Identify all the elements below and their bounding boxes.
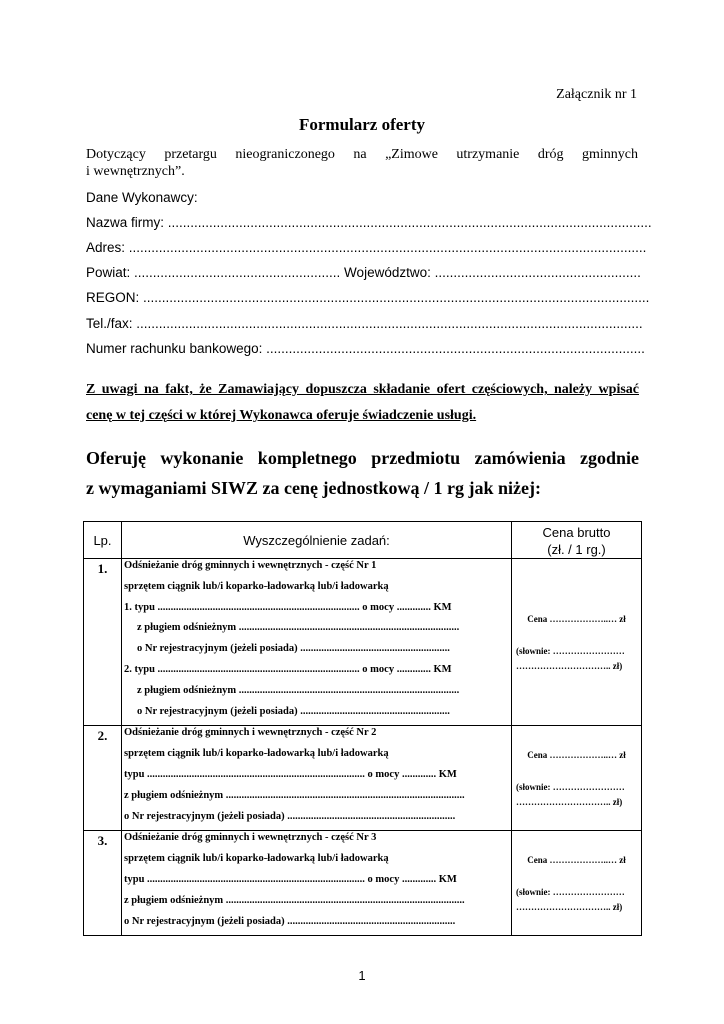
vehicle-type-field[interactable]: typu ................................................................................... o mocy ............. KM bbox=[124, 873, 457, 885]
table-row bbox=[84, 559, 642, 726]
intro-line-2: i wewnętrznych”. bbox=[86, 164, 185, 179]
header-price-line-2: (zł. / 1 rg.) bbox=[547, 542, 606, 557]
price-in-words-field[interactable]: (słownie: …………………… bbox=[516, 886, 625, 897]
registration-field[interactable]: o Nr rejestracyjnym (jeżeli posiada) ......................................................... bbox=[137, 705, 450, 717]
header-price-line-1: Cena brutto bbox=[542, 525, 611, 540]
regon-field[interactable]: REGON: ....................................................................................................................................... bbox=[86, 290, 650, 305]
contractor-heading: Dane Wykonawcy: bbox=[86, 190, 198, 205]
registration-field[interactable]: o Nr rejestracyjnym (jeżeli posiada) ......................................................... bbox=[137, 643, 450, 655]
row-number: 2. bbox=[84, 726, 122, 831]
plough-field[interactable]: z pługiem odśnieżnym .................................................................................... bbox=[137, 622, 460, 634]
registration-field[interactable]: o Nr rejestracyjnym (jeżeli posiada) ................................................................ bbox=[124, 810, 456, 822]
task-line: sprzętem ciągnik lub/i koparko-ładowarką lub/i ładowarką bbox=[124, 853, 389, 865]
table-row bbox=[84, 726, 642, 831]
task-line: sprzętem ciągnik lub/i koparko-ładowarką lub/i ładowarką bbox=[124, 580, 389, 592]
vehicle-type-field[interactable]: typu ................................................................................... o mocy ............. KM bbox=[124, 768, 457, 780]
district-province-field[interactable]: Powiat: ....................................................... Województwo: ....................................................... bbox=[86, 265, 641, 280]
vehicle-type-field[interactable]: 1. typu ............................................................................. o mocy ............. KM bbox=[124, 601, 452, 613]
bank-account-field[interactable]: Numer rachunku bankowego: ..................................................................................................... bbox=[86, 341, 645, 356]
company-name-field[interactable]: Nazwa firmy: ................................................................................................................................. bbox=[86, 215, 652, 230]
price-cell[interactable] bbox=[512, 831, 642, 936]
phone-fax-field[interactable]: Tel./fax: ....................................................................................................................................... bbox=[86, 316, 643, 331]
offer-statement-line-2: z wymaganiami SIWZ za cenę jednostkową / 1 rg jak niżej: bbox=[86, 478, 541, 498]
price-field[interactable]: Cena ………………..… zł bbox=[527, 749, 626, 760]
header-price bbox=[512, 522, 642, 559]
header-description: Wyszczególnienie zadań: bbox=[122, 522, 512, 559]
task-line: Odśnieżanie dróg gminnych i wewnętrznych - część Nr 1 bbox=[124, 560, 377, 571]
price-cell[interactable] bbox=[512, 726, 642, 831]
price-field[interactable]: Cena ………………..… zł bbox=[527, 854, 626, 865]
price-in-words-end[interactable]: ………………………….. zł) bbox=[516, 660, 623, 671]
plough-field[interactable]: z pługiem odśnieżnym .................................................................................... bbox=[137, 684, 460, 696]
price-in-words-end[interactable]: ………………………….. zł) bbox=[516, 901, 623, 912]
task-description bbox=[122, 726, 512, 831]
offer-statement-line-1: Oferuję wykonanie kompletnego przedmiotu zamówienia zgodnie bbox=[86, 448, 639, 468]
plough-field[interactable]: z pługiem odśnieżnym ........................................................................................... bbox=[124, 894, 465, 906]
form-title: Formularz oferty bbox=[298, 115, 426, 134]
intro-line-1: Dotyczący przetargu nieograniczonego na „Zimowe utrzymanie dróg gminnych bbox=[86, 147, 638, 162]
task-description bbox=[122, 559, 512, 726]
task-description bbox=[122, 831, 512, 936]
partial-offer-note-line-1: Z uwagi na fakt, że Zamawiający dopuszcza składanie ofert częściowych, należy wpisać bbox=[86, 382, 639, 397]
price-in-words-field[interactable]: (słownie: …………………… bbox=[516, 645, 625, 656]
row-number: 1. bbox=[84, 559, 122, 726]
header-lp: Lp. bbox=[84, 522, 122, 559]
task-line: Odśnieżanie dróg gminnych i wewnętrznych - część Nr 2 bbox=[124, 727, 377, 739]
plough-field[interactable]: z pługiem odśnieżnym ........................................................................................... bbox=[124, 789, 465, 801]
table-header-row bbox=[84, 522, 642, 559]
registration-field[interactable]: o Nr rejestracyjnym (jeżeli posiada) ................................................................ bbox=[124, 915, 456, 927]
attachment-label: Załącznik nr 1 bbox=[556, 87, 637, 102]
table-row bbox=[84, 831, 642, 936]
price-in-words-field[interactable]: (słownie: …………………… bbox=[516, 781, 625, 792]
price-in-words-end[interactable]: ………………………….. zł) bbox=[516, 796, 623, 807]
task-line: Odśnieżanie dróg gminnych i wewnętrznych - część Nr 3 bbox=[124, 832, 377, 844]
row-number: 3. bbox=[84, 831, 122, 936]
page-number: 1 bbox=[358, 968, 366, 983]
tasks-table bbox=[83, 521, 642, 936]
partial-offer-note-line-2: cenę w tej części w której Wykonawca oferuje świadczenie usługi. bbox=[86, 408, 477, 423]
price-field[interactable]: Cena ………………..… zł bbox=[527, 613, 626, 624]
intro-text bbox=[86, 146, 638, 180]
price-cell[interactable] bbox=[512, 559, 642, 726]
task-line: sprzętem ciągnik lub/i koparko-ładowarką lub/i ładowarką bbox=[124, 748, 389, 760]
address-field[interactable]: Adres: .......................................................................................................................................... bbox=[86, 240, 647, 255]
vehicle-type-field[interactable]: 2. typu ............................................................................. o mocy ............. KM bbox=[124, 663, 452, 675]
